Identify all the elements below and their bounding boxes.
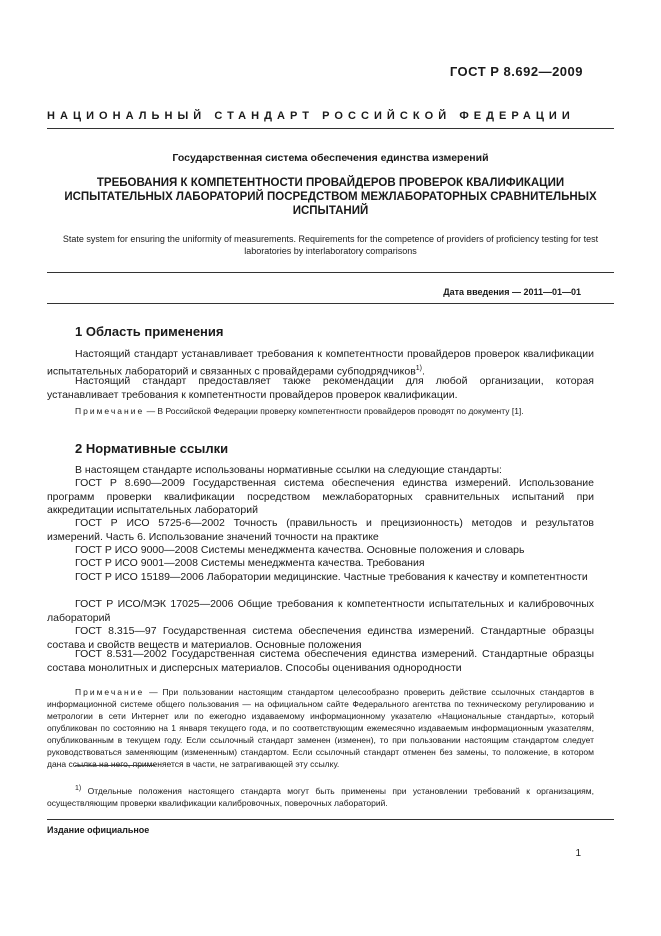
reference-item: ГОСТ Р ИСО/МЭК 17025—2006 Общие требования к компетентности испытательных и калибровочных лабораторий	[47, 598, 594, 624]
reference-item: ГОСТ Р ИСО 15189—2006 Лаборатории медицинские. Частные требования к качеству и компетентности	[75, 571, 588, 583]
reference-item: ГОСТ Р ИСО 9001—2008 Системы менеджмента качества. Требования	[75, 557, 425, 569]
footnote-rule	[75, 765, 155, 766]
section-1-heading: 1 Область применения	[75, 324, 224, 339]
date-rule	[47, 303, 614, 304]
official-edition-label: Издание официальное	[47, 825, 150, 835]
section-1-paragraph-1-end: .	[422, 365, 425, 377]
section-1-paragraph-1-text: Настоящий стандарт устанавливает требования к компетентности провайдеров проверок квалификации испытательных лабораторий и связанных с провайдерами субподрядчиков	[47, 348, 594, 377]
section-1-note-label: Примечание	[75, 406, 145, 416]
footer-rule	[47, 819, 614, 820]
reference-item: ГОСТ Р ИСО 9000—2008 Системы менеджмента качества. Основные положения и словарь	[75, 544, 525, 556]
title-rule	[47, 272, 614, 273]
section-2-heading: 2 Нормативные ссылки	[75, 441, 229, 456]
footnote-text: Отдельные положения настоящего стандарта могут быть применены при установлении требований к организациям, осуществляющим проверки квалификации калибровочных, поверочных лабораторий.	[47, 785, 594, 808]
document-number: ГОСТ Р 8.692—2009	[449, 64, 583, 79]
main-title: ТРЕБОВАНИЯ К КОМПЕТЕНТНОСТИ ПРОВАЙДЕРОВ ПРОВЕРОК КВАЛИФИКАЦИИ ИСПЫТАТЕЛЬНЫХ ЛАБОРАТОРИЙ ПОСРЕДСТВОМ МЕЖЛАБОРАТОРНЫХ СРАВНИТЕЛЬНЫХ ИСПЫТАНИЙ	[64, 177, 597, 217]
footnote-reference: 1)	[415, 364, 423, 372]
section-1-note	[47, 405, 594, 417]
footnote	[47, 783, 594, 809]
reference-item: ГОСТ Р 8.690—2009 Государственная система обеспечения единства измерений. Использование программ проверки квалификации посредством межлабораторных сравнительных испытаний при аккредитации испытательных лабораторий	[47, 477, 594, 516]
national-standard-banner: НАЦИОНАЛЬНЫЙ СТАНДАРТ РОССИЙСКОЙ ФЕДЕРАЦИИ	[47, 110, 575, 122]
reference-item: ГОСТ 8.531—2002 Государственная система обеспечения единства измерений. Стандартные образцы состава монолитных и дисперсных материалов. Способы оценивания однородности	[47, 648, 594, 674]
section-2-note	[47, 686, 594, 770]
section-2-note-label: Примечание	[75, 687, 145, 697]
section-1-note-text: — В Российской Федерации проверку компетентности провайдеров проводят по документу [1].	[144, 406, 524, 416]
introduction-date: Дата введения — 2011—01—01	[443, 287, 581, 297]
section-1-paragraph-2: Настоящий стандарт предоставляет также рекомендации для любой организации, которая устанавливает требования к компетентности провайдеров проверок квалификации.	[47, 375, 594, 401]
section-2-note-text: — При пользовании настоящим стандартом целесообразно проверить действие ссылочных стандартов в информационной системе общего пользования — на официальном сайте Федерального агентства по техническому регулированию и метрологии в сети Интернет или по ежегодно издаваемому информационному указателю «Национальные стандарты», который опубликован по состоянию на 1 января текущего года, и по соответствующим ежемесячно издаваемым информационным указателям, опубликованным в текущем году. Если ссылочный стандарт заменен (изменен), то при пользовании настоящим стандартом следует руководствоваться заменяющим (измененным) стандартом. Если ссылочный стандарт отменен без замены, то положение, в котором дана ссылка на него, применяется в части, не затрагивающей эту ссылку.	[47, 687, 594, 769]
section-2-intro: В настоящем стандарте использованы нормативные ссылки на следующие стандарты:	[75, 464, 502, 476]
reference-item: ГОСТ 8.315—97 Государственная система обеспечения единства измерений. Стандартные образцы состава и свойств веществ и материалов. Основные положения	[47, 625, 594, 651]
english-title: State system for ensuring the uniformity of measurements. Requirements for the competence of providers of proficiency testing for test laboratories by interlaboratory comparisons	[62, 234, 599, 256]
standard-system-title: Государственная система обеспечения единства измерений	[172, 152, 489, 164]
section-1-paragraph-1	[47, 348, 594, 379]
reference-item: ГОСТ Р ИСО 5725-6—2002 Точность (правильность и прецизионность) методов и результатов измерений. Часть 6. Использование значений точности на практике	[47, 517, 594, 543]
page-number: 1	[575, 848, 581, 859]
banner-rule	[47, 128, 614, 129]
footnote-marker: 1)	[75, 785, 82, 792]
